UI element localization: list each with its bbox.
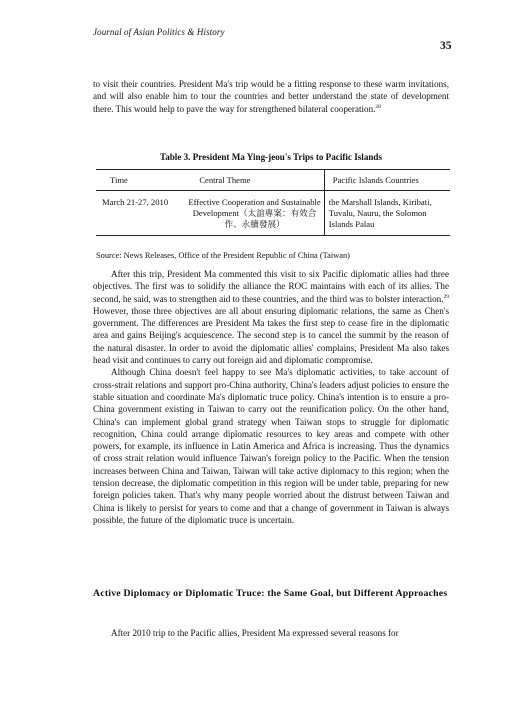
footnote-ref-29[interactable]: 29: [443, 293, 449, 300]
cell-time: March 21-27, 2010: [96, 191, 185, 236]
body-text: [93, 268, 449, 526]
paragraph-last: After 2010 trip to the Pacific allies, President Ma expressed several reasons for: [111, 628, 399, 638]
paragraph-objectives: [93, 268, 449, 366]
col-header-countries: Pacific Islands Countries: [324, 170, 450, 191]
table-row: [96, 191, 450, 236]
cell-theme: [185, 191, 324, 236]
col-header-time: Time: [96, 170, 185, 191]
table-header-row: [96, 170, 450, 191]
trips-table: [96, 169, 450, 236]
paragraph-intro-text: to visit their countries. President Ma's trip would be a fitting response to these warm invitations, and will also enable him to tour the countries and better understand the state of development there. This would help to pave the way for strengthened bilateral cooperation.: [93, 79, 449, 114]
section-heading: Active Diplomacy or Diplomatic Truce: the Same Goal, but Different Approaches: [93, 588, 448, 599]
cell-theme-zh: （太誼專案：有效合作、永續發展）: [224, 208, 317, 229]
paragraph-objectives-a: After this trip, President Ma commented this visit to six Pacific diplomatic allies had three objectives. The first was to solidify the alliance the ROC maintains with each of its allies. The second, he said, was to strengthen aid to these countries, and the third was to bolster interaction.: [93, 269, 449, 304]
table-caption: Table 3. President Ma Ying-jeou's Trips to Pacific Islands: [159, 152, 383, 162]
col-header-theme: Central Theme: [185, 170, 324, 191]
paragraph-intro: [93, 78, 449, 115]
cell-theme-en: Effective Cooperation and Sustainable Development: [188, 197, 321, 218]
journal-title: Journal of Asian Politics & History: [93, 27, 225, 37]
paragraph-china: Although China doesn't feel happy to see Ma's diplomatic activities, to take account of cross-strait relations and support pro-China authority, China's leaders adjust policies to ensure the stable situation and coordinate Ma's diplomatic truce policy. China's intention is to ensure a pro-China government existing in Taiwan to carry out the reunification policy. On the other hand, China's can implement global grand strategy when Taiwan stops to struggle for diplomatic recognition, China could arrange diplomatic resources to key areas and compete with other powers, for example, its influence in Latin America and Africa is increasing. Thus the dynamics of cross strait relation would influence Taiwan's foreign policy to the Pacific. When the tension increases between China and Taiwan, Taiwan will take active diplomacy to this region; when the tension decrease, the diplomatic competition in this region will be under table, preparing for new foreign policies taken. That's why many people worried about the distrust between Taiwan and China is likely to persist for years to come and that a change of government in Taiwan is always possible, the future of the diplomatic truce is uncertain.: [93, 367, 449, 525]
paragraph-objectives-b: However, those three objectives are all about ensuring diplomatic relations, the same as Chen's government. The differences are President Ma takes the first step to cease fire in the diplomatic area and gains Beijing's acquiescence. The second step is to cancel the summit by the reason of the natural disaster. In order to avoid the diplomatic allies' complains, President Ma also takes head visit and continues to carry out foreign aid and diplomatic compromise.: [93, 305, 449, 366]
table-source: Source: News Releases, Office of the President Republic of China (Taiwan): [96, 251, 350, 260]
page-number: 35: [440, 40, 452, 52]
cell-countries: the Marshall Islands, Kiribati, Tuvalu, Nauru, the Solomon Islands Palau: [324, 191, 450, 236]
footnote-ref-28[interactable]: 28: [375, 103, 381, 110]
